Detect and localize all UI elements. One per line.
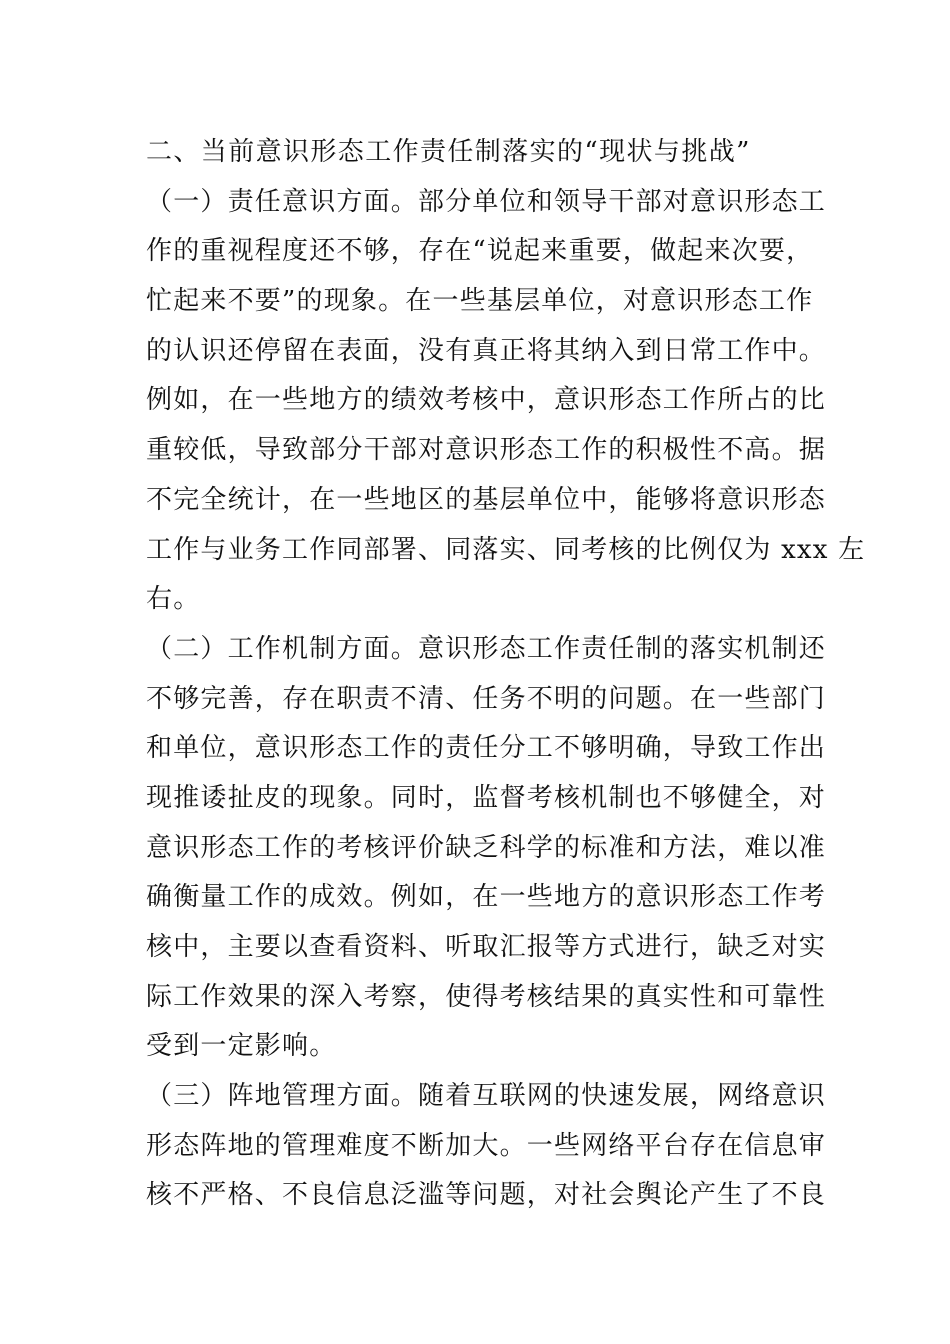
text-line: （三）阵地管理方面。随着互联网的快速发展，网络意识 [146, 1081, 827, 1112]
text-line: 不完全统计，在一些地区的基层单位中，能够将意识形态 [146, 484, 827, 515]
text-line: 际工作效果的深入考察，使得考核结果的真实性和可靠性 [146, 981, 827, 1012]
text-line: （二）工作机制方面。意识形态工作责任制的落实机制还 [146, 633, 827, 664]
text-line: 现推诿扯皮的现象。同时，监督考核机制也不够健全，对 [146, 782, 827, 813]
text-line: 不够完善，存在职责不清、任务不明的问题。在一些部门 [146, 683, 827, 714]
document-body [146, 128, 866, 1221]
text-line: 和单位，意识形态工作的责任分工不够明确，导致工作出 [146, 733, 827, 764]
text-line: 重较低，导致部分干部对意识形态工作的积极性不高。据 [146, 435, 827, 466]
text-line: 核中，主要以查看资料、听取汇报等方式进行，缺乏对实 [146, 932, 827, 962]
section-heading: 二、当前意识形态工作责任制落实的“现状与挑战” [146, 137, 751, 167]
text-line: 工作与业务工作同部署、同落实、同考核的比例仅为 xxx 左 [146, 534, 866, 565]
text-line: 忙起来不要”的现象。在一些基层单位，对意识形态工作 [146, 286, 814, 317]
text-line: 作的重视程度还不够，存在“说起来重要，做起来次要， [146, 236, 814, 267]
text-line: 受到一定影响。 [146, 1031, 337, 1062]
text-line: 确衡量工作的成效。例如，在一些地方的意识形态工作考 [146, 882, 827, 913]
paragraph-work-mechanism [146, 625, 827, 1072]
text-line: 的认识还停留在表面，没有真正将其纳入到日常工作中。 [146, 335, 827, 366]
text-line: （一）责任意识方面。部分单位和领导干部对意识形态工 [146, 186, 827, 217]
text-line: 意识形态工作的考核评价缺乏科学的标准和方法，难以准 [146, 832, 827, 863]
paragraph-position-management [146, 1072, 827, 1221]
text-line: 形态阵地的管理难度不断加大。一些网络平台存在信息审 [146, 1130, 827, 1161]
text-line: 右。 [146, 584, 201, 615]
paragraph-responsibility-awareness [146, 178, 866, 625]
text-line: 核不严格、不良信息泛滥等问题，对社会舆论产生了不良 [146, 1180, 827, 1211]
text-line: 例如，在一些地方的绩效考核中，意识形态工作所占的比 [146, 385, 827, 416]
